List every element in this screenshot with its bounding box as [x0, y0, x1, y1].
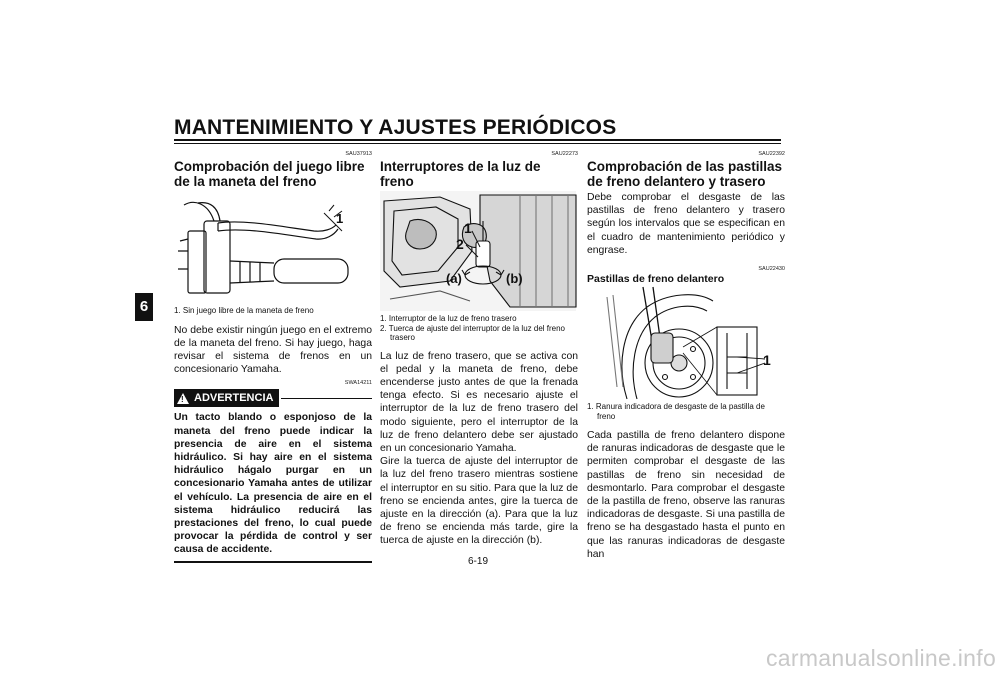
brake-lever-illustration — [174, 191, 370, 303]
section-code: SAU37913 — [345, 151, 372, 157]
caption-item-1: 1. Sin juego libre de la maneta de freno — [174, 306, 314, 315]
figure-callout-a: (a) — [446, 271, 462, 286]
section-code: SAU22273 — [551, 151, 578, 157]
column-brake-light-switches — [380, 150, 578, 548]
brake-switch-illustration — [380, 191, 576, 311]
watermark: carmanualsonline.info — [766, 645, 996, 671]
warning-triangle-icon: ! — [177, 393, 189, 404]
warning-rule — [281, 398, 372, 399]
figure-caption — [380, 314, 578, 343]
figure-callout-1: 1 — [763, 352, 771, 369]
figure-callout-1: 1 — [464, 220, 472, 236]
body-paragraph-2: Cada pastilla de freno delantero dispone de ranuras indicadoras de desgaste que le permiten comprobar el desgaste de las pastillas de freno sin necesidad de desmontarlo. Para comprobar el desgaste de la pastilla de freno, observe las ranuras indicadoras de desgaste. Si una pastilla de freno se ha desgastado hasta el punto en que las ranuras indicadoras de desgaste han — [587, 430, 785, 560]
figure-caption — [587, 402, 785, 421]
brake-switch-figure — [380, 191, 576, 311]
figure-caption — [174, 306, 372, 316]
warning-text: Un tacto blando o esponjoso de la maneta del freno puede indicar la presencia de aire en el sistema hidráulico. Si hay aire en el sistema hidráulico hágalo purgar en un concesionario Yamaha antes de utilizar el vehículo. La presencia de aire en el sistema hidráulico reducirá las prestaciones del freno, lo cual puede provocar la pérdida de control y ser causa de accidente. — [174, 412, 372, 556]
subsection-heading: Pastillas de freno delantero — [587, 273, 725, 286]
caption-item-2: 2. Tuerca de ajuste del interruptor de la luz del freno trasero — [380, 323, 565, 342]
body-paragraph-1: Debe comprobar el desgaste de las pastillas de freno delantero y trasero según los intervalos que se especifican en el cuadro de mantenimiento periódico y engrase. — [587, 192, 785, 256]
section-heading: Comprobación de las pastillas de freno delantero y trasero — [587, 159, 783, 189]
page-title: MANTENIMIENTO Y AJUSTES PERIÓDICOS — [174, 116, 617, 139]
figure-callout-1: 1 — [336, 211, 344, 226]
body-paragraph-2: Gire la tuerca de ajuste del interruptor de la luz del freno trasero mientras sostiene el interruptor en su sitio. Para que la luz de freno se encienda antes, gire la tuerca de ajuste en la dirección (a). Para que la luz de freno se encienda más tarde, gire la tuerca de ajuste en la dirección (b). — [380, 456, 578, 547]
warning-code: SWA14211 — [344, 380, 372, 387]
title-rule — [174, 139, 781, 141]
figure-callout-b: (b) — [506, 271, 523, 286]
body-paragraph-1: La luz de freno trasero, que se activa con el pedal y la maneta de freno, debe encenderse justo antes de que la frenada tenga efecto. Si es necesario ajuste el interruptor de la luz de freno trasero del modo siguiente, pero el interruptor de la luz de freno delantero debe ser ajustado en un concesionario Yamaha. — [380, 350, 578, 454]
brake-pad-illustration — [587, 287, 783, 399]
chapter-tab: 6 — [135, 293, 153, 321]
page-number: 6-19 — [468, 556, 489, 567]
warning-label: ADVERTENCIA — [194, 392, 274, 405]
caption-item-1: 1. Interruptor de la luz de freno trasero — [380, 314, 517, 323]
warning-bottom-rule — [174, 561, 372, 563]
subsection-code: SAU22430 — [758, 266, 785, 273]
warning-box — [174, 389, 372, 562]
column-brake-pads — [587, 150, 785, 561]
body-paragraph: No debe existir ningún juego en el extremo de la maneta del freno. Si hay juego, haga revisar el sistema de frenos en un concesionario Yamaha. — [174, 324, 372, 376]
caption-item-1: 1. Ranura indicadora de desgaste de la pastilla de freno — [587, 402, 765, 421]
column-brake-lever — [174, 150, 372, 563]
section-heading: Interruptores de la luz de freno — [380, 159, 541, 189]
warning-badge — [174, 389, 279, 407]
brake-lever-figure — [174, 191, 370, 303]
brake-pad-figure — [587, 287, 783, 399]
figure-callout-2: 2 — [456, 236, 464, 252]
title-rule-thin — [174, 143, 781, 144]
section-code: SAU22392 — [758, 151, 785, 157]
section-heading: Comprobación del juego libre de la maneta del freno — [174, 159, 365, 189]
